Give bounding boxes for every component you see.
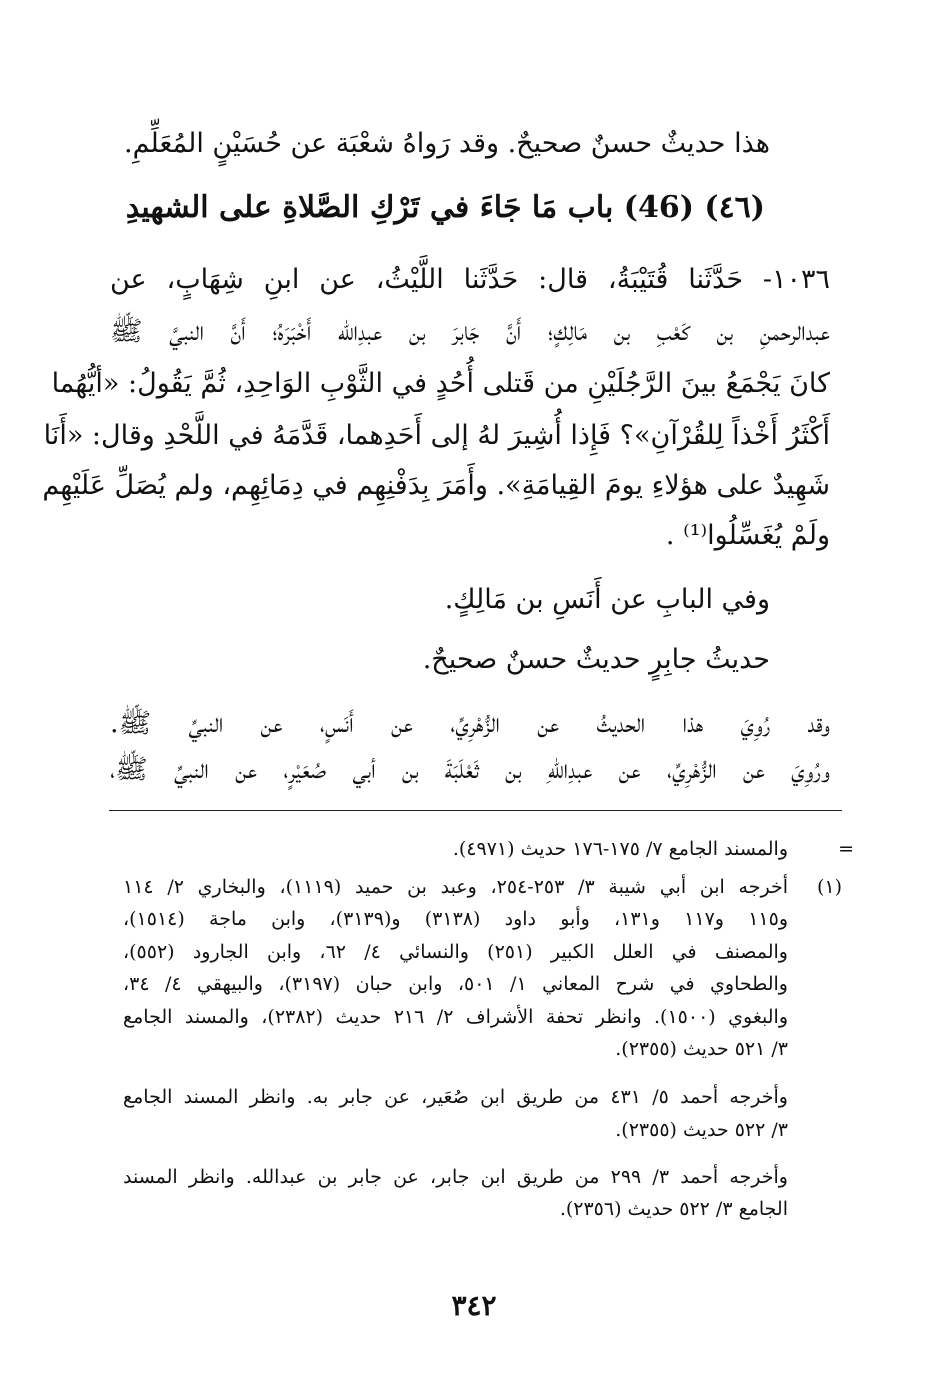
grade-line: حديثُ جابِرٍ حديثٌ حسنٌ صحيحٌ. (422, 644, 770, 675)
page-number: ٣٤٢ (451, 1289, 497, 1322)
footnote-continuation-line: والمسند الجامع ٧/ ١٧٥-١٧٦ حديث (٤٩٧١). (452, 838, 788, 860)
riwaya-line: وقد رُوِيَ هذا الحديثُ عن الزُّهْرِيِّ، عن أَنَسٍ، عن النبيِّ ﷺ. (110, 708, 830, 739)
hadith-line: عبدالرحمنِ بن كَعْبِ بن مَالِكٍ؛ أَنَّ جَابرَ بن عبدِالله أَخْبَرَهُ؛ أَنَّ النبيَّ ﷺ (110, 316, 830, 347)
footnote-1-paragraph-2-line: وأخرجه أحمد ٥/ ٤٣١ من طريق ابن صُعَير، عن جابر به. وانظر المسند الجامع (123, 1086, 788, 1108)
intro-line: هذا حديثٌ حسنٌ صحيحٌ. وقد رَواهُ شعْبَة عن حُسَيْنٍ المُعَلِّمِ. (124, 128, 770, 159)
footnote-1-line: والمصنف في العلل الكبير (٢٥١) والنسائي ٤/ ٦٢، وابن الجارود (٥٥٢)، (123, 941, 788, 963)
footnote-separator (109, 810, 842, 811)
chapter-heading: (٤٦) (46) باب مَا جَاءَ في تَرْكِ الصَّلاةِ على الشهيدِ (125, 190, 765, 225)
footnote-1-line: و١١٥ و١١٧ و١٣١، وأبو داود (٣١٣٨) و(٣١٣٩)، وابن ماجة (١٥١٤)، (123, 908, 789, 930)
footnote-1-paragraph-3-line: الجامع ٣/ ٥٢٢ حديث (٢٣٥٦). (559, 1198, 788, 1220)
hadith-line: ولَمْ يُغَسِّلُوا⁽¹⁾ . (665, 520, 830, 551)
footnote-1-paragraph-2-line: ٣/ ٥٢٢ حديث (٢٣٥٥). (615, 1119, 788, 1141)
footnote-1-marker: (١) (816, 876, 842, 898)
hadith-line: شَهِيدٌ على هؤلاءِ يومَ القِيامَةِ». وأَمَرَ بِدَفْنِهِم في دِمَائِهِم، ولم يُصَلِّ عَلَيْهِم (42, 470, 830, 501)
bab-line: وفي البابِ عن أَنَسِ بن مَالِكٍ. (444, 584, 770, 615)
footnote-continuation-marker: = (838, 838, 854, 860)
footnote-1-line: أخرجه ابن أبي شيبة ٣/ ٢٥٣-٢٥٤، وعبد بن حميد (١١١٩)، والبخاري ٢/ ١١٤ (123, 876, 788, 898)
hadith-line: أَكْثَرُ أَخْذاً لِلقُرْآنِ»؟ فَإِذا أُشِيرَ لهُ إلى أَحَدِهما، قَدَّمَهُ في اللَّحْدِ وقال: «أَنَا (43, 420, 830, 451)
footnote-1-line: والطحاوي في شرح المعاني ١/ ٥٠١، وابن حبان (٣١٩٧)، والبيهقي ٤/ ٣٤، (123, 973, 788, 995)
hadith-line: ١٠٣٦- حَدَّثَنا قُتَيْبَةُ، قال: حَدَّثَنا اللَّيْثُ، عن ابنِ شِهَابٍ، عن (110, 264, 830, 295)
footnote-1-paragraph-3-line: وأخرجه أحمد ٣/ ٢٩٩ من طريق ابن جابر، عن جابر بن عبدالله. وانظر المسند (123, 1166, 788, 1188)
footnote-1-line: والبغوي (١٥٠٠). وانظر تحفة الأشراف ٢/ ٢١٦ حديث (٢٣٨٢)، والمسند الجامع (123, 1006, 789, 1028)
footnote-1-line: ٣/ ٥٢١ حديث (٢٣٥٥). (615, 1038, 788, 1060)
riwaya-line: ورُوِيَ عن الزُّهْرِيِّ، عن عبدِاللهِ بن ثَعْلَبَةَ بن أبي صُعَيْرٍ، عن النبيِّ ﷺ، (110, 754, 830, 785)
hadith-line: كانَ يَجْمَعُ بينَ الرَّجُلَيْنِ من قَتلى أُحُدٍ في الثَّوْبِ الوَاحِدِ، ثُمَّ يَقُولُ: «أيُّهُما (51, 368, 830, 399)
